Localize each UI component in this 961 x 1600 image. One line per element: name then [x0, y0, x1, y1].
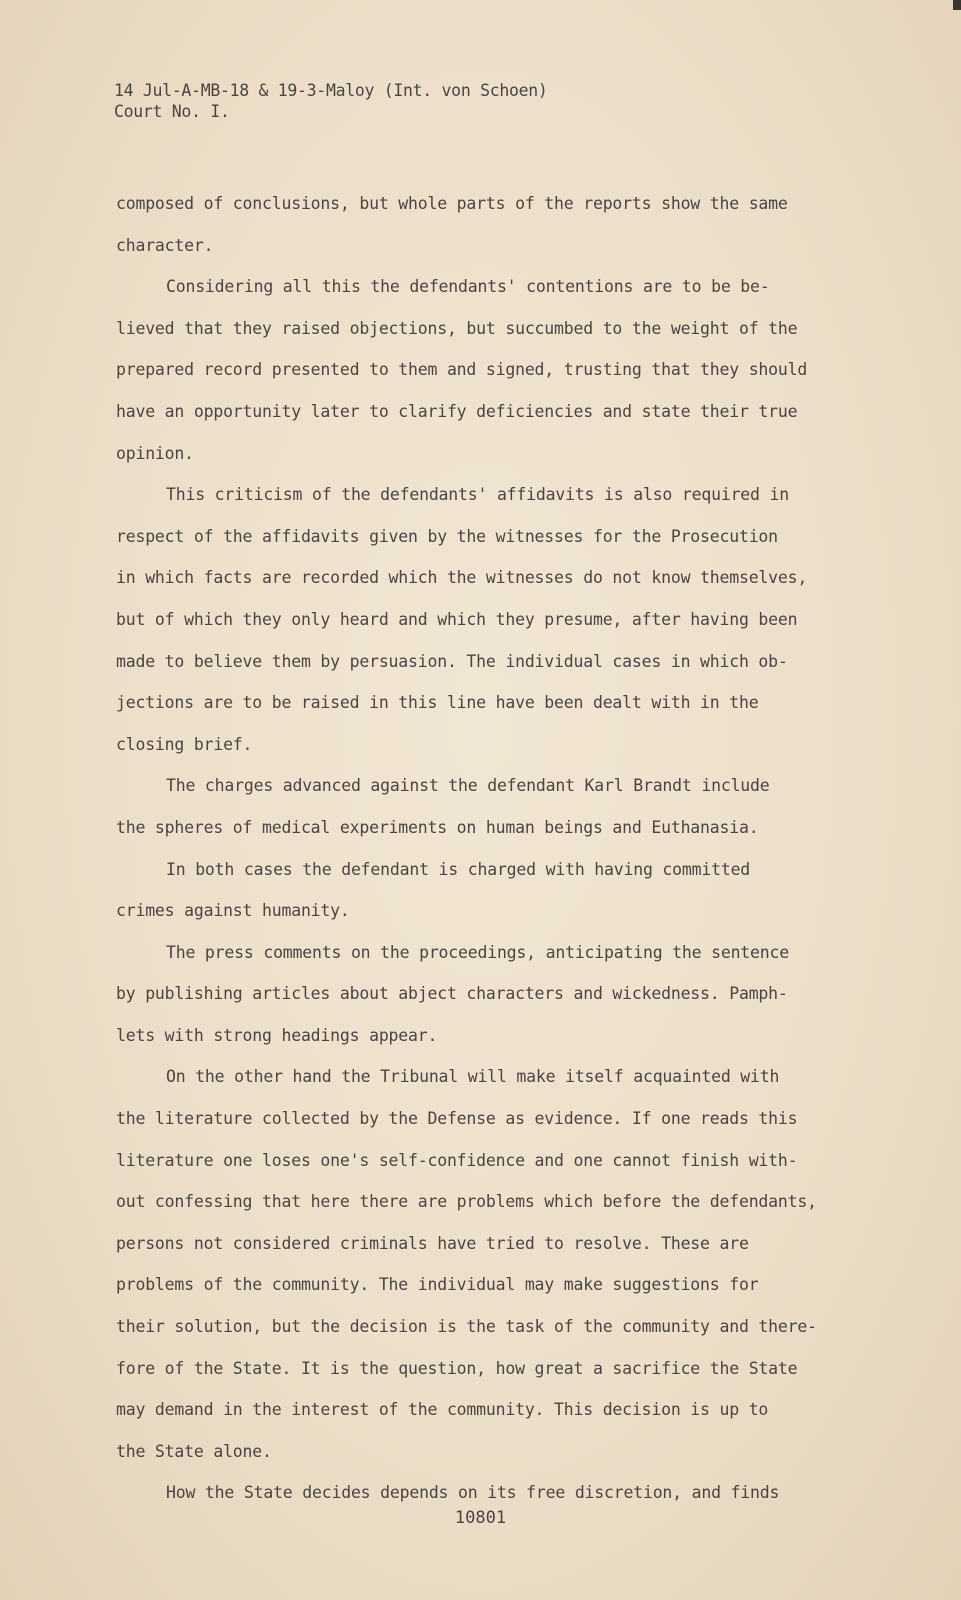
- text-line: the spheres of medical experiments on human beings and Euthanasia.: [116, 817, 759, 837]
- text-line: closing brief.: [116, 734, 253, 754]
- text-line: by publishing articles about abject characters and wickedness. Pamph-: [116, 984, 788, 1004]
- header-reference: 14 Jul-A-MB-18 & 19-3-Maloy (Int. von Schoen): [114, 81, 548, 100]
- text-line: made to believe them by persuasion. The individual cases in which ob-: [116, 651, 788, 671]
- text-line: The charges advanced against the defendant Karl Brandt include: [166, 776, 770, 796]
- text-line: This criticism of the defendants' affidavits is also required in: [166, 485, 789, 505]
- text-line: Considering all this the defendants' contentions are to be be-: [166, 277, 770, 297]
- text-line: their solution, but the decision is the task of the community and there-: [116, 1317, 817, 1337]
- body-text: [116, 183, 876, 1514]
- text-line: lets with strong headings appear.: [116, 1025, 438, 1045]
- corner-mark: [953, 0, 961, 10]
- text-line: fore of the State. It is the question, how great a sacrifice the State: [116, 1358, 798, 1378]
- text-line: On the other hand the Tribunal will make itself acquainted with: [166, 1067, 780, 1087]
- text-line: composed of conclusions, but whole parts of the reports show the same: [116, 194, 788, 213]
- text-line: respect of the affidavits given by the witnesses for the Prosecution: [116, 526, 778, 546]
- text-line: literature one loses one's self-confidence and one cannot finish with-: [116, 1150, 798, 1170]
- text-line: In both cases the defendant is charged with having committed: [166, 859, 751, 879]
- text-line: may demand in the interest of the community. This decision is up to: [116, 1400, 769, 1420]
- text-line: the State alone.: [116, 1441, 272, 1461]
- text-line: out confessing that here there are problems which before the defendants,: [116, 1192, 817, 1212]
- text-line: opinion.: [116, 443, 194, 463]
- text-line: lieved that they raised objections, but succumbed to the weight of the: [116, 318, 798, 338]
- text-line: the literature collected by the Defense as evidence. If one reads this: [116, 1109, 798, 1129]
- text-line: How the State decides depends on its free discretion, and finds: [166, 1483, 780, 1503]
- text-line: persons not considered criminals have tried to resolve. These are: [116, 1233, 749, 1253]
- text-line: jections are to be raised in this line have been dealt with in the: [116, 693, 759, 713]
- text-line: character.: [116, 235, 214, 255]
- text-line: have an opportunity later to clarify deficiencies and state their true: [116, 401, 798, 421]
- text-line: but of which they only heard and which they presume, after having been: [116, 609, 798, 629]
- text-line: in which facts are recorded which the witnesses do not know themselves,: [116, 568, 808, 588]
- page-number: 10801: [454, 1508, 507, 1528]
- text-line: The press comments on the proceedings, anticipating the sentence: [166, 942, 789, 962]
- document-header: [114, 80, 548, 122]
- header-court: Court No. I.: [114, 102, 230, 121]
- text-line: crimes against humanity.: [116, 901, 350, 921]
- text-line: prepared record presented to them and signed, trusting that they should: [116, 360, 808, 380]
- text-line: problems of the community. The individual may make suggestions for: [116, 1275, 759, 1295]
